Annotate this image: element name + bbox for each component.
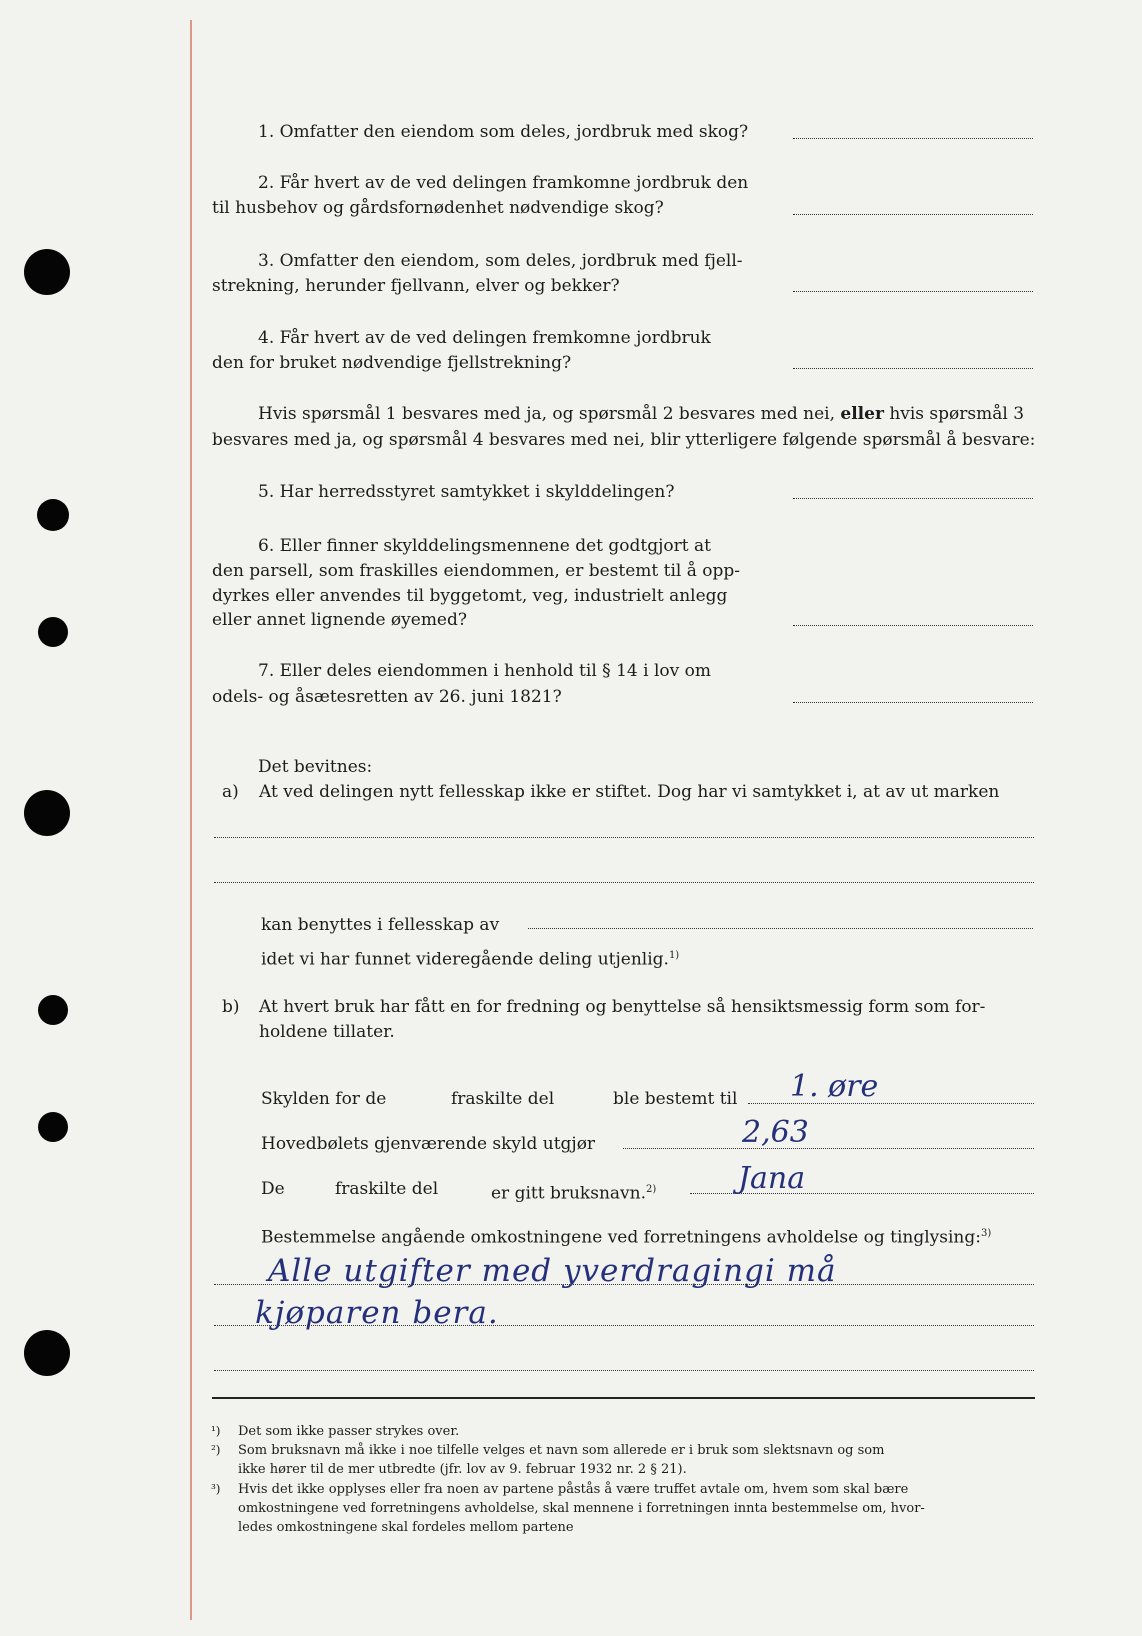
footnote-ref: 1): [668, 950, 680, 961]
question-2-line: til husbehov og gårdsfornødenhet nødvendige skog?: [212, 198, 664, 218]
idet-label: idet vi har funnet videregående deling utjenlig.: [261, 949, 669, 970]
kan-benyttes-label: kan benyttes i fellesskap av: [261, 915, 500, 935]
attest-a-text: At ved delingen nytt fellesskap ikke er stiftet. Dog har vi samtykket i, at av ut marken: [259, 782, 1000, 802]
condition-text: Hvis spørsmål 1 besvares med ja, og spørsmål 2 besvares med nei,: [258, 404, 835, 424]
bestemmelse-line[interactable]: [214, 1325, 1034, 1326]
bestemmelse-value-line-1[interactable]: Alle utgifter med yverdragingi må: [268, 1253, 837, 1289]
binder-hole: [24, 790, 70, 836]
bruksnavn-value[interactable]: Jana: [738, 1161, 806, 1196]
attest-heading: Det bevitnes:: [258, 757, 373, 777]
answer-line-1[interactable]: [793, 138, 1033, 139]
condition-bold: eller: [840, 404, 884, 424]
question-4-line: 4. Får hvert av de ved delingen fremkomne jordbruk: [258, 328, 711, 348]
binder-hole: [24, 249, 70, 295]
bruksnavn-label: [491, 1177, 656, 1207]
attest-b-text: At hvert bruk har fått en for fredning og benyttelse så hensiktsmessig form som for-: [259, 997, 986, 1017]
footnote-separator: [212, 1397, 1035, 1399]
binder-hole: [37, 499, 69, 531]
answer-line-6[interactable]: [793, 625, 1033, 626]
question-7-line: odels- og åsætesretten av 26. juni 1821?: [212, 687, 562, 707]
hovedbol-value[interactable]: 2,63: [742, 1115, 809, 1150]
question-1-line: 1. Omfatter den eiendom som deles, jordbruk med skog?: [258, 122, 749, 142]
footnote-marker: ²): [211, 1443, 221, 1457]
answer-line-5[interactable]: [793, 498, 1033, 499]
bestemmelse-text: Bestemmelse angående omkostningene ved forretningens avholdelse og tinglysing:: [261, 1227, 981, 1248]
binder-hole: [38, 1112, 68, 1142]
footnote-text: Det som ikke passer strykes over.: [238, 1424, 460, 1439]
answer-line-3[interactable]: [793, 291, 1033, 292]
bruksnavn-label: De: [261, 1179, 285, 1199]
footnote-text: ikke hører til de mer utbredte (jfr. lov av 9. februar 1932 nr. 2 § 21).: [238, 1462, 687, 1477]
blank-line[interactable]: [214, 837, 1034, 838]
footnote-text: ledes omkostningene skal fordeles mellom partene: [238, 1520, 574, 1535]
footnote-text: Hvis det ikke opplyses eller fra noen av partene påstås å være truffet avtale om, hvem som skal bære: [238, 1482, 909, 1497]
footnote-ref: 2): [646, 1184, 657, 1195]
question-6-line: eller annet lignende øyemed?: [212, 610, 467, 630]
answer-line-2[interactable]: [793, 214, 1033, 215]
footnote-marker: ¹): [211, 1424, 221, 1438]
condition-line-1: [258, 402, 1024, 427]
question-6-line: dyrkes eller anvendes til byggetomt, veg, industrielt anlegg: [212, 586, 728, 606]
footnote-text: omkostningene ved forretningens avholdelse, skal mennene i forretningen innta bestemmelse om, hvor-: [238, 1501, 925, 1516]
question-3-line: 3. Omfatter den eiendom, som deles, jordbruk med fjell-: [258, 251, 743, 271]
blank-line[interactable]: [214, 882, 1034, 883]
margin-line: [190, 20, 192, 1620]
condition-line-2: besvares med ja, og spørsmål 4 besvares med nei, blir ytterligere følgende spørsmål å besvare:: [212, 430, 1036, 450]
binder-hole: [38, 995, 68, 1025]
answer-line-7[interactable]: [793, 702, 1033, 703]
hovedbol-line[interactable]: [623, 1148, 1034, 1149]
skylden-label: fraskilte del: [451, 1089, 555, 1109]
kan-benyttes-line[interactable]: [528, 928, 1033, 929]
question-6-line: 6. Eller finner skylddelingsmennene det godtgjort at: [258, 536, 711, 556]
condition-text: hvis spørsmål 3: [889, 404, 1025, 424]
question-7-line: 7. Eller deles eiendommen i henhold til § 14 i lov om: [258, 661, 711, 681]
question-6-line: den parsell, som fraskilles eiendommen, er bestemt til å opp-: [212, 561, 741, 581]
attest-b-text: holdene tillater.: [259, 1022, 395, 1042]
bestemmelse-line[interactable]: [214, 1284, 1034, 1285]
bestemmelse-label: [261, 1221, 991, 1251]
attest-a-marker: a): [222, 782, 239, 802]
binder-hole: [38, 617, 68, 647]
footnote-text: Som bruksnavn må ikke i noe tilfelle velges et navn som allerede er i bruk som slektsnavn og som: [238, 1443, 885, 1458]
question-5-line: 5. Har herredsstyret samtykket i skylddelingen?: [258, 482, 675, 502]
bestemmelse-line[interactable]: [214, 1370, 1034, 1371]
skylden-label: ble bestemt til: [613, 1089, 738, 1109]
binder-hole: [24, 1330, 70, 1376]
bruksnavn-text: er gitt bruksnavn.: [491, 1183, 647, 1204]
bestemmelse-value-line-2[interactable]: kjøparen bera.: [255, 1295, 499, 1331]
question-3-line: strekning, herunder fjellvann, elver og bekker?: [212, 276, 620, 296]
hovedbol-label: Hovedbølets gjenværende skyld utgjør: [261, 1134, 596, 1154]
skylden-value[interactable]: 1. øre: [790, 1069, 879, 1104]
idet-text: [261, 943, 679, 973]
answer-line-4[interactable]: [793, 368, 1033, 369]
bruksnavn-label: fraskilte del: [335, 1179, 439, 1199]
attest-b-marker: b): [222, 997, 240, 1017]
skylden-label: Skylden for de: [261, 1089, 387, 1109]
footnote-ref: 3): [980, 1228, 992, 1239]
question-2-line: 2. Får hvert av de ved delingen framkomne jordbruk den: [258, 173, 749, 193]
footnote-marker: ³): [211, 1482, 221, 1496]
question-4-line: den for bruket nødvendige fjellstrekning?: [212, 353, 572, 373]
